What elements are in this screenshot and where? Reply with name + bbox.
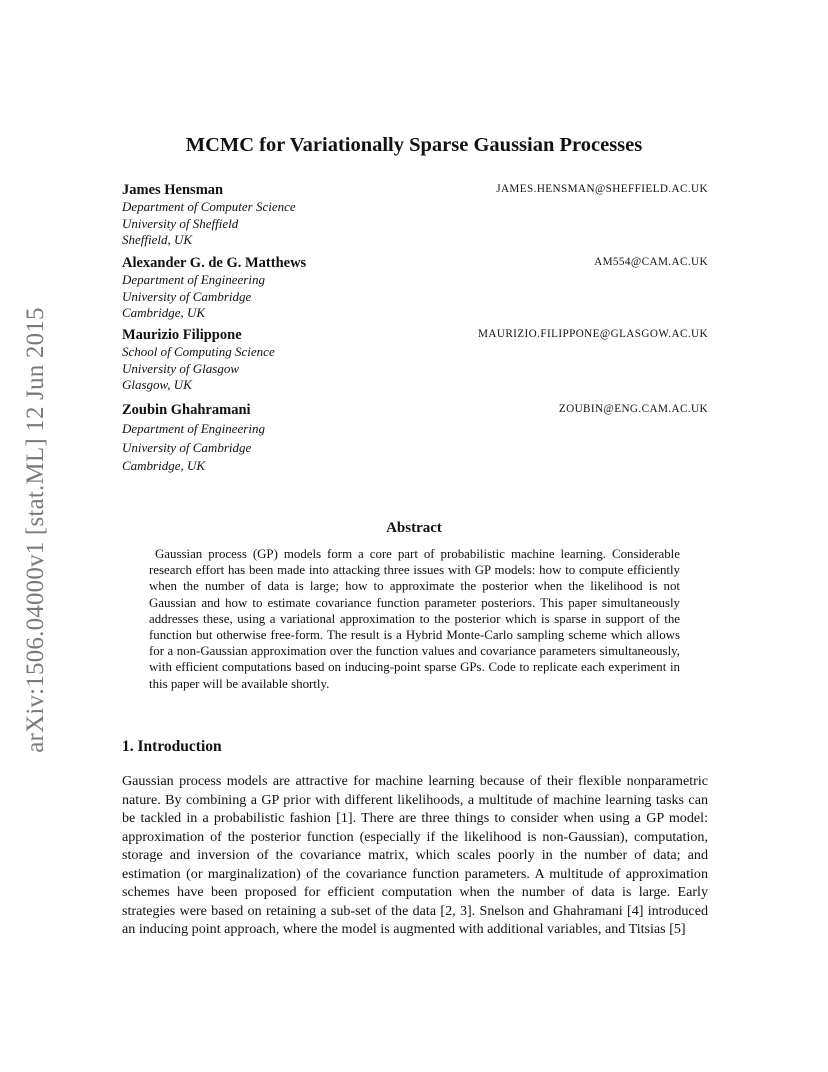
author-university: University of Sheffield — [122, 215, 239, 231]
author-block — [122, 255, 708, 322]
author-name: James Hensman — [122, 182, 224, 198]
author-block — [122, 327, 708, 394]
paper-title: MCMC for Variationally Sparse Gaussian Processes — [185, 134, 643, 156]
abstract-text: Gaussian process (GP) models form a core part of probabilistic machine learning. Considerable research effort has been made into attacking three issues with GP models: how to compute efficiently when the number of data is large; how to approximate the posterior when the likelihood is not Gaussian and how to estimate covariance function parameter posteriors. This paper simultaneously addresses these, using a variational approximation to the posterior which is sparse in support of the function but otherwise free-form. The result is a Hybrid Monte-Carlo sampling scheme which allows for a non-Gaussian approximation over the function values and covariance parameters simultaneously, with efficient computations based on inducing-point sparse GPs. Code to replicate each experiment in this paper will be available shortly. — [149, 547, 680, 691]
author-email: AM554@CAM.AC.UK — [594, 256, 708, 268]
author-block — [122, 402, 708, 475]
author-university: University of Glasgow — [122, 360, 239, 376]
author-name: Maurizio Filippone — [122, 327, 242, 343]
author-location: Glasgow, UK — [122, 377, 192, 393]
author-university: University of Cambridge — [122, 439, 252, 455]
author-location: Sheffield, UK — [122, 232, 193, 248]
author-block — [122, 182, 708, 249]
author-department: Department of Computer Science — [122, 199, 296, 214]
author-name: Alexander G. de G. Matthews — [122, 255, 307, 271]
author-department: Department of Engineering — [122, 421, 265, 436]
author-email: ZOUBIN@ENG.CAM.AC.UK — [558, 403, 708, 415]
author-university: University of Cambridge — [122, 288, 252, 304]
introduction-paragraph: Gaussian process models are attractive for machine learning because of their flexible nonparametric nature. By combining a GP prior with different likelihoods, a multitude of machine learning tasks can be tackled in a probabilistic fashion [1]. There are three things to consider when using a GP model: approximation of the posterior function (especially if the likelihood is non-Gaussian), computation, storage and inversion of the covariance matrix, which scales poorly in the number of data; and estimation (or marginalization) of the covariance function parameters. A multitude of approximation schemes have been proposed for efficient computation when the number of data is large. Early strategies were based on retaining a sub-set of the data [2, 3]. Snelson and Ghahramani [4] introduced an inducing point approach, where the model is augmented with additional variables, and Titsias [5] — [122, 773, 708, 937]
author-department: School of Computing Science — [122, 344, 275, 359]
author-name: Zoubin Ghahramani — [122, 402, 251, 418]
author-location: Cambridge, UK — [122, 305, 206, 321]
author-location: Cambridge, UK — [122, 458, 206, 474]
author-email: MAURIZIO.FILIPPONE@GLASGOW.AC.UK — [478, 328, 708, 340]
author-department: Department of Engineering — [122, 272, 265, 287]
author-email: JAMES.HENSMAN@SHEFFIELD.AC.UK — [496, 183, 708, 195]
arxiv-identifier: arXiv:1506.04000v1 [stat.ML] 12 Jun 2015 — [22, 307, 49, 753]
abstract-heading: Abstract — [386, 520, 442, 536]
section-heading-introduction: 1. Introduction — [122, 738, 222, 755]
